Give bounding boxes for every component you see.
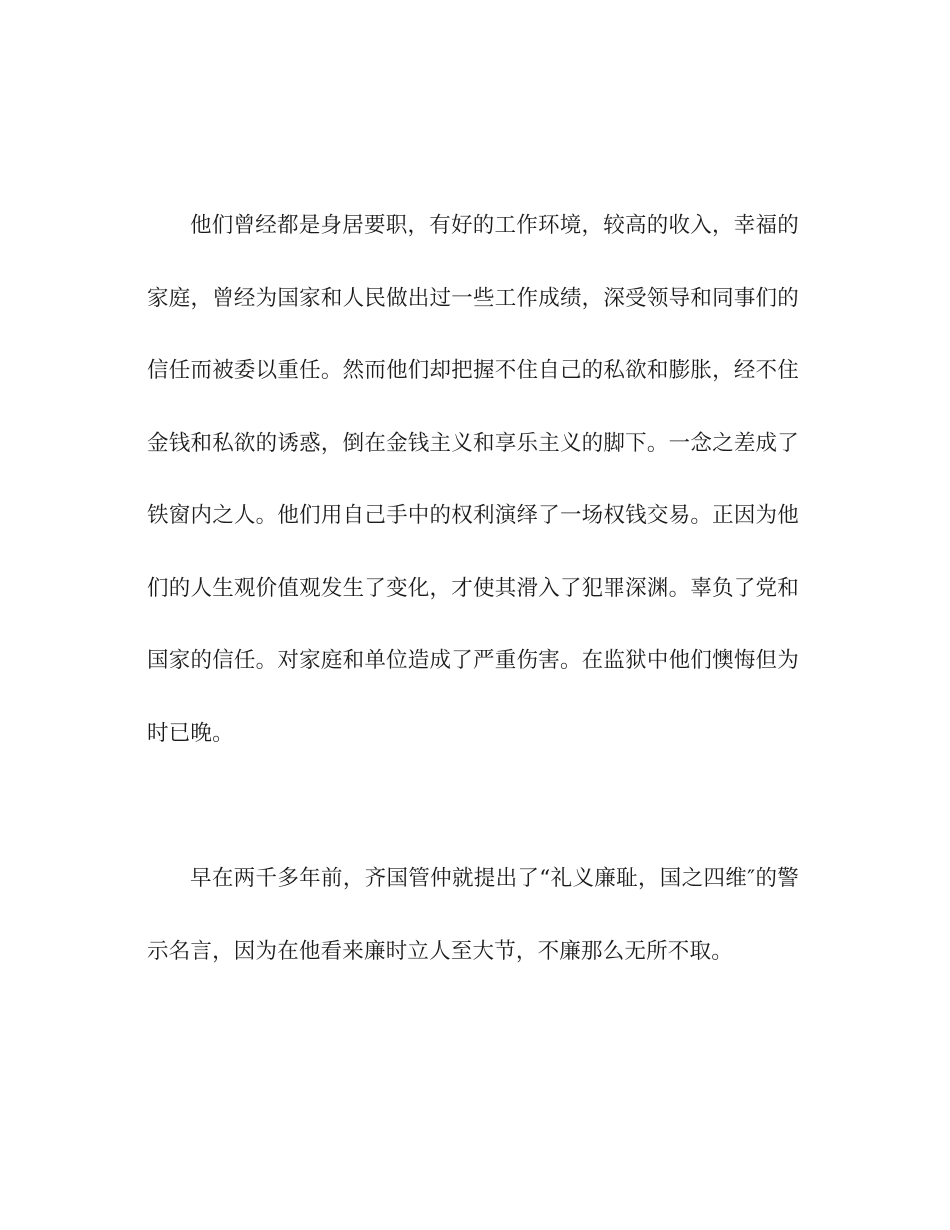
- body-paragraph-2: 早在两千多年前，齐国管仲就提出了“礼义廉耻，国之四维″的警示名言，因为在他看来廉时立人至大节，不廉那么无所不取。: [147, 866, 799, 964]
- body-paragraph-1: 他们曾经都是身居要职，有好的工作环境，较高的收入，幸福的家庭，曾经为国家和人民做出过一些工作成绩，深受领导和同事们的信任而被委以重任。然而他们却把握不住自己的私欲和膨胀，经不住金钱和私欲的诱惑，倒在金钱主义和享乐主义的脚下。一念之差成了铁窗内之人。他们用自己手中的权利演绎了一场权钱交易。正因为他们的人生观价值观发生了变化，才使其滑入了犯罪深渊。辜负了党和国家的信任。对家庭和单位造成了严重伤害。在监狱中他们懊悔但为时已晚。: [147, 213, 799, 746]
